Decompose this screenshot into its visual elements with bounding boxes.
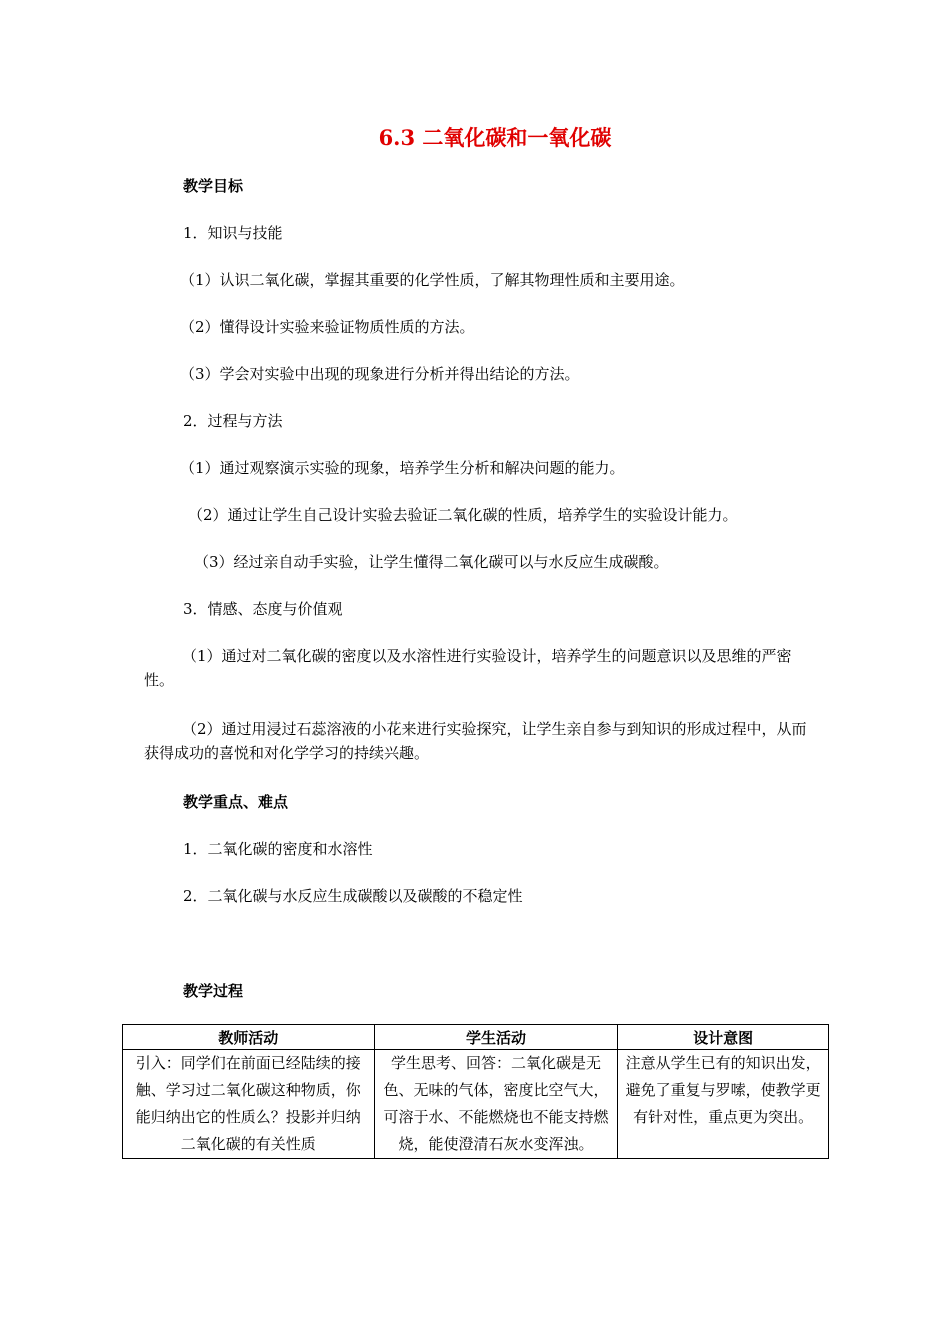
knowledge-heading: 1．知识与技能 [183, 224, 283, 242]
table-row [123, 1050, 829, 1159]
design-intent-cell: 注意从学生已有的知识出发，避免了重复与罗嗦，使教学更有针对性，重点更为突出。 [618, 1050, 829, 1159]
student-activity-header: 学生活动 [374, 1025, 618, 1050]
knowledge-item: （2）懂得设计实验来验证物质性质的方法。 [180, 318, 475, 336]
process-table-heading: 教学过程 [183, 982, 244, 1000]
attitude-heading: 3．情感、态度与价值观 [183, 600, 343, 618]
attitude-item: （1）通过对二氧化碳的密度以及水溶性进行实验设计，培养学生的问题意识以及思维的严密性。 [144, 647, 792, 689]
keypoints-heading: 教学重点、难点 [183, 793, 289, 811]
attitude-item: （2）通过用浸过石蕊溶液的小花来进行实验探究，让学生亲自参与到知识的形成过程中，从而获得成功的喜悦和对化学学习的持续兴趣。 [144, 720, 807, 762]
keypoint-item: 2．二氧化碳与水反应生成碳酸以及碳酸的不稳定性 [183, 887, 523, 905]
table-header-row [123, 1025, 829, 1050]
document-title: 6.3 二氧化碳和一氧化碳 [378, 125, 612, 150]
process-heading: 2．过程与方法 [183, 412, 283, 430]
teacher-activity-header: 教师活动 [123, 1025, 375, 1050]
process-item: （1）通过观察演示实验的现象，培养学生分析和解决问题的能力。 [180, 459, 625, 477]
process-item: （2）通过让学生自己设计实验去验证二氧化碳的性质，培养学生的实验设计能力。 [188, 506, 738, 524]
student-activity-cell: 学生思考、回答：二氧化碳是无色、无味的气体，密度比空气大，可溶于水、不能燃烧也不能支持燃烧，能使澄清石灰水变浑浊。 [374, 1050, 618, 1159]
knowledge-item: （1）认识二氧化碳，掌握其重要的化学性质，了解其物理性质和主要用途。 [180, 271, 685, 289]
teacher-activity-cell: 引入：同学们在前面已经陆续的接触、学习过二氧化碳这种物质，你能归纳出它的性质么？投影并归纳二氧化碳的有关性质 [123, 1050, 375, 1159]
teaching-process-table [122, 1024, 829, 1159]
keypoint-item: 1．二氧化碳的密度和水溶性 [183, 840, 373, 858]
design-intent-header: 设计意图 [618, 1025, 829, 1050]
process-item: （3）经过亲自动手实验，让学生懂得二氧化碳可以与水反应生成碳酸。 [194, 553, 669, 571]
objectives-heading: 教学目标 [183, 177, 244, 195]
knowledge-item: （3）学会对实验中出现的现象进行分析并得出结论的方法。 [180, 365, 580, 383]
